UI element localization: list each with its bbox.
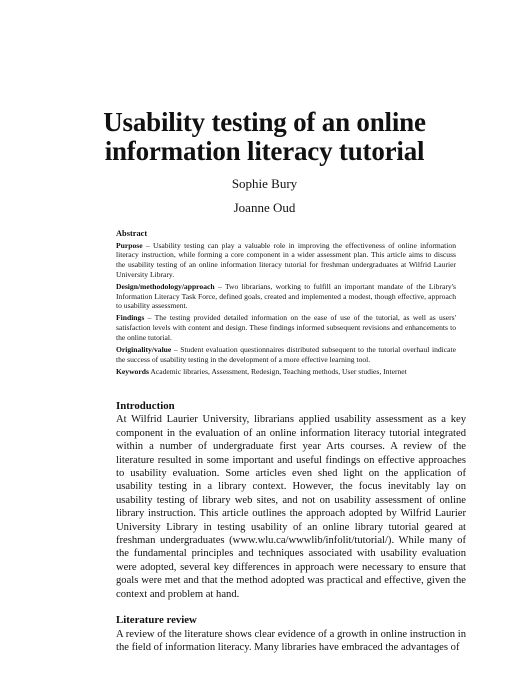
originality-text: – Student evaluation questionnaires distributed subsequent to the tutorial overhaul indicate the success of usability testing in the development of a more effective learning tool. [116, 344, 456, 364]
section-gap [116, 601, 466, 614]
originality-label: Originality/value [116, 344, 172, 354]
keywords-text: Academic libraries, Assessment, Redesign, Teaching methods, User studies, Internet [148, 366, 407, 376]
abstract-heading: Abstract [116, 229, 148, 238]
author-name: Joanne Oud [233, 200, 296, 215]
findings-text: – The testing provided detailed information on the ease of use of the tutorial, as well as users' satisfaction levels with content and design. These findings informed subsequent revisions and enhancements to the online tutorial. [116, 313, 456, 342]
abstract-design [116, 282, 456, 311]
purpose-text: – Usability testing can play a valuable role in improving the effectiveness of online information literacy instruction, while forming a core component in a wider assessment plan. This article aims to discuss the usability testing of an online information literacy tutorial for freshman undergraduates at Wilfrid Laurier University Library. [116, 240, 456, 279]
abstract-findings [116, 313, 456, 342]
abstract-section [116, 229, 456, 379]
introduction-heading: Introduction [116, 400, 175, 412]
author-name: Sophie Bury [231, 176, 298, 191]
purpose-label: Purpose [116, 240, 143, 250]
paper-title: Usability testing of an online information literacy tutorial [103, 107, 426, 166]
design-label: Design/methodology/approach [116, 281, 215, 291]
literature-review-heading: Literature review [116, 614, 197, 627]
literature-review-paragraph: A review of the literature shows clear evidence of a growth in online instruction in the field of information literacy. Many libraries have embraced the advantages of [116, 628, 466, 653]
findings-label: Findings [116, 313, 145, 323]
abstract-keywords [116, 367, 456, 377]
introduction-paragraph: At Wilfrid Laurier University, librarians applied usability assessment as a key component in the evaluation of an online information literacy tutorial integrated within a number of undergraduate first year Arts courses. A review of the literature resulted in some important and useful findings on effective approaches to usability evaluation. Some articles even shed light on the application of usability testing in a library context. However, the focus inevitably lay on usability testing of library web sites, and not on usability assessment of online library instruction. This article outlines the approach adopted by Wilfrid Laurier University Library in testing usability of an online library tutorial geared at freshman undergraduates (www.wlu.ca/wwwlib/infolit/tutorial/). While many of the fundamental principles and techniques associated with usability evaluation were adopted, several key differences in approach were necessary to ensure that goals were met and that the method adopted was practical and effective, given the context and problem at hand. [116, 414, 466, 600]
body-text [116, 400, 466, 654]
design-text: – Two librarians, working to fulfill an important mandate of the Library's Information Literacy Task Force, defined goals, created and implemented a modest, though effective, approach to usability assessment. [116, 281, 456, 311]
abstract-originality [116, 345, 456, 364]
keywords-label: Keywords [116, 366, 149, 376]
abstract-purpose [116, 241, 456, 280]
